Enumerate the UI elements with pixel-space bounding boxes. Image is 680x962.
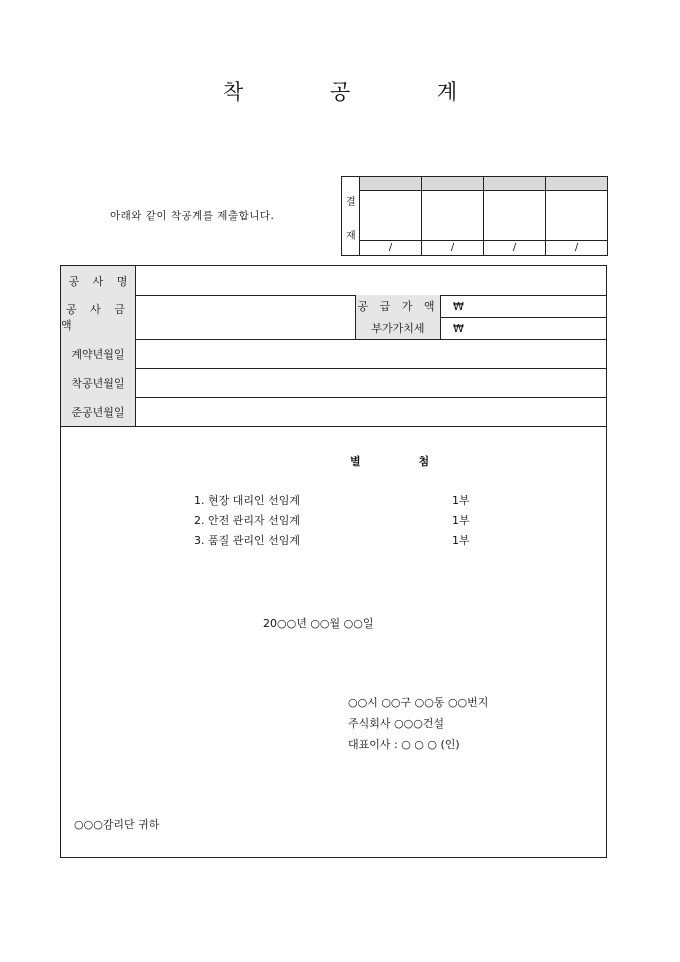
project-amount-row bbox=[61, 295, 606, 340]
attachments-title bbox=[350, 453, 429, 469]
list-item bbox=[194, 532, 474, 552]
submission-date: 20○○년 ○○월 ○○일 bbox=[263, 617, 374, 630]
recipient: ○○○감리단 귀하 bbox=[74, 818, 160, 831]
attachment-qty: 1부 bbox=[452, 514, 470, 527]
completion-date-label: 준공년월일 bbox=[61, 397, 136, 426]
approval-date-slot: / bbox=[546, 240, 607, 255]
list-item bbox=[194, 492, 474, 512]
approval-label-bottom: 재 bbox=[346, 231, 356, 242]
project-name-row bbox=[61, 266, 606, 296]
attachment-name: 3. 품질 관리인 선임계 bbox=[194, 534, 300, 547]
list-item bbox=[194, 512, 474, 532]
submitter-representative: 대표이사 : ○ ○ ○ (인) bbox=[348, 738, 460, 751]
approval-date-slot: / bbox=[422, 240, 483, 255]
approval-signature-slot[interactable] bbox=[422, 177, 484, 255]
approval-signature-slot[interactable] bbox=[546, 177, 607, 255]
contract-date-label: 계약년월일 bbox=[61, 339, 136, 368]
document-title: 착 공 계 bbox=[222, 80, 498, 104]
attachments-title-left: 별 bbox=[350, 455, 361, 468]
contract-date-row bbox=[61, 339, 606, 369]
approval-signature-slot[interactable] bbox=[484, 177, 546, 255]
vat-currency: ₩ bbox=[453, 322, 464, 335]
approval-label-top: 결 bbox=[346, 197, 356, 208]
submitter-address: ○○시 ○○구 ○○동 ○○번지 bbox=[348, 696, 489, 709]
construction-start-form bbox=[60, 265, 607, 858]
approval-date-slot: / bbox=[360, 240, 421, 255]
project-name-label: 공 사 명 bbox=[61, 266, 136, 295]
start-date-label: 착공년월일 bbox=[61, 368, 136, 397]
submitter-block bbox=[348, 694, 488, 757]
attachment-name: 2. 안전 관리자 선임계 bbox=[194, 514, 300, 527]
approval-label bbox=[342, 177, 360, 255]
vat-label: 부가가치세 bbox=[355, 317, 441, 339]
submitter-company: 주식회사 ○○○건설 bbox=[348, 717, 445, 730]
attachments-list bbox=[194, 492, 474, 552]
intro-text: 아래와 같이 착공계를 제출합니다. bbox=[110, 210, 275, 222]
attachment-qty: 1부 bbox=[452, 494, 470, 507]
supply-price-label: 공 급 가 액 bbox=[355, 295, 441, 317]
supply-price-currency: ₩ bbox=[453, 300, 464, 313]
approval-signature-slot[interactable] bbox=[360, 177, 422, 255]
start-date-row bbox=[61, 368, 606, 398]
project-amount-label: 공 사 금 액 bbox=[61, 295, 136, 339]
completion-date-row bbox=[61, 397, 606, 427]
attachment-name: 1. 현장 대리인 선임계 bbox=[194, 494, 300, 507]
attachments-title-right: 첨 bbox=[418, 455, 430, 468]
approval-box bbox=[341, 176, 608, 256]
approval-date-slot: / bbox=[484, 240, 545, 255]
attachment-qty: 1부 bbox=[452, 534, 470, 547]
